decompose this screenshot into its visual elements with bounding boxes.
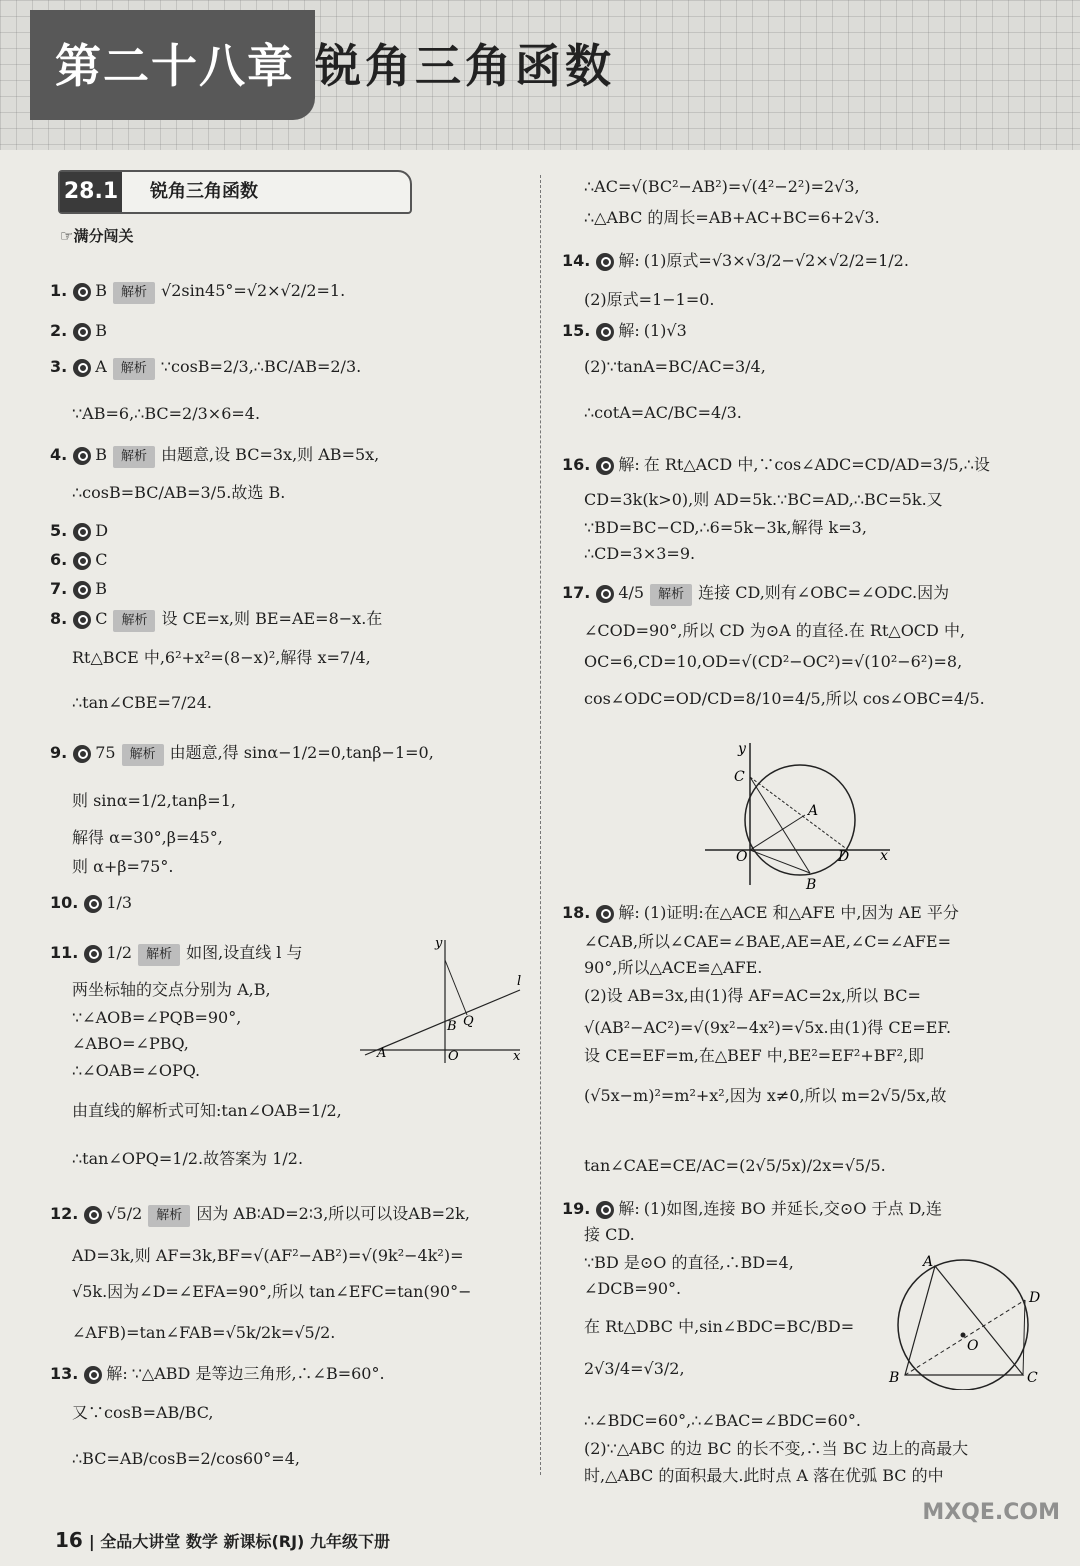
solution-text: ∵BD 是⊙O 的直径,∴BD=4, xyxy=(584,1253,794,1272)
book-name: 全品大讲堂 xyxy=(100,1532,181,1551)
subject: 数学 xyxy=(185,1532,218,1551)
question-number: 2. xyxy=(50,321,68,340)
solution-line xyxy=(50,578,107,600)
solution-text: AD=3k,则 AF=3k,BF=√(AF²−AB²)=√(9k²−4k²)= xyxy=(72,1246,464,1265)
question-number: 15. xyxy=(562,321,591,340)
solution-line xyxy=(72,1033,189,1055)
answer: 4/5 xyxy=(618,583,645,602)
answer-key-icon xyxy=(73,323,91,341)
fig17-cd xyxy=(750,777,848,850)
solution-text: ∴tan∠CBE=7/24. xyxy=(72,693,212,712)
fig19-center xyxy=(961,1333,966,1338)
solution-line xyxy=(72,827,223,849)
solution-line xyxy=(72,1245,464,1267)
solution-text: 因为 AB∶AD=2∶3,所以可以设AB=2k, xyxy=(196,1204,470,1223)
solution-line xyxy=(50,549,107,571)
solution-text: ∴△ABC 的周长=AB+AC+BC=6+2√3. xyxy=(584,208,880,227)
answer-key-icon xyxy=(596,253,614,271)
fig17-label-a: A xyxy=(808,803,819,819)
solution-text: cos∠ODC=OD/CD=8/10=4/5,所以 cos∠OBC=4/5. xyxy=(584,689,985,708)
solution-line xyxy=(50,892,132,914)
page-number: 16 xyxy=(55,1528,83,1552)
solution-text: (2)原式=1−1=0. xyxy=(584,290,715,309)
subsection-title: ☞满分闯关 xyxy=(60,227,134,245)
answer: B xyxy=(95,281,107,300)
question-number: 12. xyxy=(50,1204,79,1223)
solution-text: 两坐标轴的交点分别为 A,B, xyxy=(72,980,271,999)
solution-line xyxy=(584,1410,861,1432)
solution-text: 由题意,设 BC=3x,则 AB=5x, xyxy=(161,445,380,464)
watermark: MXQE.COM xyxy=(922,1500,1060,1525)
solution-text: ∵AB=6,∴BC=2/3×6=4. xyxy=(72,404,261,423)
analysis-tag: 解析 xyxy=(148,1205,190,1227)
fig19-triangle xyxy=(905,1266,1023,1375)
solution-text: 在 Rt△ACD 中,∵cos∠ADC=CD/AD=3/5,∴设 xyxy=(643,455,990,474)
grade: 九年级下册 xyxy=(309,1532,390,1551)
answer: 解: xyxy=(106,1364,128,1383)
column-divider xyxy=(540,175,541,1475)
solution-text: ∴cotA=AC/BC=4/3. xyxy=(584,403,742,422)
solution-text: ∴∠OAB=∠OPQ. xyxy=(72,1061,201,1080)
question-number: 17. xyxy=(562,583,591,602)
question-number: 5. xyxy=(50,521,68,540)
question-number: 1. xyxy=(50,281,68,300)
question-number: 11. xyxy=(50,943,79,962)
solution-line xyxy=(50,520,108,542)
solution-text: ∵△ABD 是等边三角形,∴∠B=60°. xyxy=(131,1364,385,1383)
question-number: 10. xyxy=(50,893,79,912)
solution-text: 连接 CD,则有∠OBC=∠ODC.因为 xyxy=(698,583,950,602)
solution-line xyxy=(584,489,943,511)
solution-line xyxy=(72,692,212,714)
solution-line xyxy=(562,582,949,606)
fig11-label-a: A xyxy=(377,1046,387,1061)
solution-line xyxy=(584,1358,685,1380)
solution-line xyxy=(72,1148,303,1170)
question-number: 8. xyxy=(50,609,68,628)
answer: 解: xyxy=(618,455,640,474)
solution-line xyxy=(72,1322,335,1344)
solution-text: ∴CD=3×3=9. xyxy=(584,544,696,563)
answer-key-icon xyxy=(596,905,614,923)
solution-text: 由直线的解析式可知:tan∠OAB=1/2, xyxy=(72,1101,342,1120)
solution-text: 90°,所以△ACE≌△AFE. xyxy=(584,958,763,977)
solution-line xyxy=(584,651,962,673)
solution-line xyxy=(584,1465,944,1487)
solution-text: ∴cosB=BC/AB=3/5.故选 B. xyxy=(72,483,286,502)
solution-line xyxy=(584,207,880,229)
solution-text: 设 CE=x,则 BE=AE=8−x.在 xyxy=(161,609,383,628)
solution-line xyxy=(584,176,860,198)
solution-line xyxy=(584,1252,794,1274)
answer-key-icon xyxy=(73,447,91,465)
analysis-tag: 解析 xyxy=(113,610,155,632)
solution-text: 接 CD. xyxy=(584,1225,635,1244)
answer: 75 xyxy=(95,743,116,762)
solution-line xyxy=(584,1155,886,1177)
solution-text: (2)∵△ABC 的边 BC 的长不变,∴当 BC 边上的高最大 xyxy=(584,1439,969,1458)
fig19-label-b: B xyxy=(889,1370,900,1386)
figure-17 xyxy=(700,735,910,895)
solution-line xyxy=(584,1045,924,1067)
answer: 解: xyxy=(618,321,640,340)
solution-text: tan∠CAE=CE/AC=(2√5/5x)/2x=√5/5. xyxy=(584,1156,886,1175)
question-number: 14. xyxy=(562,251,591,270)
solution-line xyxy=(50,356,361,380)
answer: D xyxy=(95,521,109,540)
question-number: 3. xyxy=(50,357,68,376)
solution-line xyxy=(50,1203,470,1227)
solution-line xyxy=(562,1198,942,1220)
solution-line xyxy=(562,902,959,924)
solution-line xyxy=(50,608,382,632)
fig11-label-y: y xyxy=(435,936,443,951)
section-number: 28.1 xyxy=(60,172,122,212)
solution-line xyxy=(584,356,766,378)
solution-text: ∵∠AOB=∠PQB=90°, xyxy=(72,1008,242,1027)
solution-line xyxy=(72,1060,200,1082)
answer: A xyxy=(95,357,107,376)
solution-line xyxy=(50,942,303,966)
answer-key-icon xyxy=(73,283,91,301)
answer-key-icon xyxy=(73,611,91,629)
answer-key-icon xyxy=(596,1201,614,1219)
solution-line xyxy=(50,444,379,468)
answer: B xyxy=(95,579,107,598)
solution-line xyxy=(72,1402,214,1424)
solution-text: √2sin45°=√2×√2/2=1. xyxy=(161,281,346,300)
fig17-label-o: O xyxy=(736,849,748,865)
solution-line xyxy=(584,620,965,642)
chapter-title: 锐角三角函数 xyxy=(315,39,615,93)
solution-text: ∠AFB)=tan∠FAB=√5k/2k=√5/2. xyxy=(72,1323,336,1342)
answer-key-icon xyxy=(596,323,614,341)
answer-key-icon xyxy=(84,945,102,963)
solution-text: 设 CE=EF=m,在△BEF 中,BE²=EF²+BF²,即 xyxy=(584,1046,925,1065)
fig19-label-d: D xyxy=(1029,1290,1041,1306)
figure-11 xyxy=(355,935,530,1065)
fig17-label-x: x xyxy=(880,848,888,864)
fig11-label-b: B xyxy=(447,1019,457,1034)
solution-line xyxy=(72,1007,241,1029)
answer: 解: xyxy=(618,903,640,922)
fig17-label-d: D xyxy=(838,849,850,865)
solution-text: (√5x−m)²=m²+x²,因为 x≠0,所以 m=2√5/5x,故 xyxy=(584,1086,947,1105)
fig17-ob xyxy=(750,850,810,873)
answer: C xyxy=(95,550,108,569)
solution-text: ∴tan∠OPQ=1/2.故答案为 1/2. xyxy=(72,1149,304,1168)
fig19-label-c: C xyxy=(1027,1370,1038,1386)
solution-text: ∠CAB,所以∠CAE=∠BAE,AE=AE,∠C=∠AFE= xyxy=(584,932,951,951)
solution-text: 2√3/4=√3/2, xyxy=(584,1359,685,1378)
solution-text: ∴AC=√(BC²−AB²)=√(4²−2²)=2√3, xyxy=(584,177,860,196)
fig17-label-c: C xyxy=(734,769,745,785)
solution-text: (2)设 AB=3x,由(1)得 AF=AC=2x,所以 BC= xyxy=(584,986,921,1005)
solution-line xyxy=(50,742,434,766)
answer: 1/2 xyxy=(106,943,133,962)
solution-line xyxy=(562,454,990,476)
solution-text: (1)证明:在△ACE 和△AFE 中,因为 AE 平分 xyxy=(643,903,959,922)
answer-key-icon xyxy=(84,1206,102,1224)
solution-text: 时,△ABC 的面积最大.此时点 A 落在优弧 BC 的中 xyxy=(584,1466,944,1485)
solution-line xyxy=(584,289,715,311)
fig19-dc xyxy=(1023,1300,1025,1375)
solution-text: Rt△BCE 中,6²+x²=(8−x)²,解得 x=7/4, xyxy=(72,648,371,667)
solution-line xyxy=(72,482,285,504)
solution-text: ∠COD=90°,所以 CD 为⊙A 的直径.在 Rt△OCD 中, xyxy=(584,621,966,640)
solution-line xyxy=(72,856,173,878)
solution-text: 解得 α=30°,β=45°, xyxy=(72,828,223,847)
answer: C xyxy=(95,609,108,628)
fig11-label-x: x xyxy=(513,1049,521,1064)
analysis-tag: 解析 xyxy=(113,358,155,380)
answer-key-icon xyxy=(596,457,614,475)
solution-line xyxy=(584,1017,951,1039)
solution-line xyxy=(72,1100,342,1122)
solution-line xyxy=(72,647,371,669)
solution-text: (1)√3 xyxy=(643,321,687,340)
solution-line xyxy=(72,1448,300,1470)
section-heading xyxy=(58,170,412,214)
solution-text: √(AB²−AC²)=√(9x²−4x²)=√5x.由(1)得 CE=EF. xyxy=(584,1018,952,1037)
solution-text: (1)原式=√3×√3/2−√2×√2/2=1/2. xyxy=(643,251,909,270)
solution-line xyxy=(584,402,742,424)
solution-line xyxy=(584,1316,854,1338)
answer-key-icon xyxy=(73,359,91,377)
question-number: 19. xyxy=(562,1199,591,1218)
solution-text: ∵cosB=2/3,∴BC/AB=2/3. xyxy=(160,357,362,376)
analysis-tag: 解析 xyxy=(113,446,155,468)
fig11-label-o: O xyxy=(448,1049,459,1064)
answer-key-icon xyxy=(84,895,102,913)
solution-line xyxy=(72,403,260,425)
edition: 新课标(RJ) xyxy=(223,1532,305,1551)
answer-key-icon xyxy=(73,552,91,570)
solution-line xyxy=(50,280,345,304)
solution-line xyxy=(50,1363,385,1385)
question-number: 4. xyxy=(50,445,68,464)
fig11-line-l xyxy=(365,990,520,1055)
fig17-label-y: y xyxy=(738,741,746,757)
solution-text: 则 α+β=75°. xyxy=(72,857,174,876)
solution-line xyxy=(72,790,236,812)
solution-line xyxy=(562,250,909,272)
answer: √5/2 xyxy=(106,1204,143,1223)
solution-text: ∴∠BDC=60°,∴∠BAC=∠BDC=60°. xyxy=(584,1411,861,1430)
question-number: 13. xyxy=(50,1364,79,1383)
solution-text: (2)∵tanA=BC/AC=3/4, xyxy=(584,357,766,376)
answer: 1/3 xyxy=(106,893,133,912)
solution-text: (1)如图,连接 BO 并延长,交⊙O 于点 D,连 xyxy=(643,1199,942,1218)
answer: 解: xyxy=(618,1199,640,1218)
answer-key-icon xyxy=(73,581,91,599)
fig17-cb xyxy=(750,777,810,873)
solution-text: √5k.因为∠D=∠EFA=90°,所以 tan∠EFC=tan(90°− xyxy=(72,1282,472,1301)
solution-text: ∵BD=BC−CD,∴6=5k−3k,解得 k=3, xyxy=(584,518,867,537)
solution-line xyxy=(584,931,951,953)
solution-line xyxy=(50,320,107,342)
analysis-tag: 解析 xyxy=(113,282,155,304)
answer-key-icon xyxy=(73,745,91,763)
question-number: 7. xyxy=(50,579,68,598)
chapter-number: 第二十八章 xyxy=(55,39,295,93)
page-footer: 16 | 全品大讲堂 数学 新课标(RJ) 九年级下册 xyxy=(55,1528,390,1552)
analysis-tag: 解析 xyxy=(650,584,692,606)
answer: B xyxy=(95,445,107,464)
fig11-label-l: l xyxy=(517,974,522,989)
solution-line xyxy=(72,979,271,1001)
solution-text: 则 sinα=1/2,tanβ=1, xyxy=(72,791,236,810)
fig11-label-q: Q xyxy=(463,1014,474,1029)
solution-text: CD=3k(k>0),则 AD=5k.∵BC=AD,∴BC=5k.又 xyxy=(584,490,943,509)
solution-line xyxy=(584,543,695,565)
solution-text: 由题意,得 sinα−1/2=0,tanβ−1=0, xyxy=(169,743,434,762)
figure-19 xyxy=(885,1250,1055,1390)
fig19-label-a: A xyxy=(923,1254,934,1270)
answer: 解: xyxy=(618,251,640,270)
solution-line xyxy=(584,1224,635,1246)
answer-key-icon xyxy=(73,523,91,541)
answer-key-icon xyxy=(84,1366,102,1384)
question-number: 9. xyxy=(50,743,68,762)
fig17-label-b: B xyxy=(806,877,817,893)
solution-line xyxy=(584,957,762,979)
solution-text: OC=6,CD=10,OD=√(CD²−OC²)=√(10²−6²)=8, xyxy=(584,652,963,671)
fig11-pq xyxy=(445,960,467,1015)
analysis-tag: 解析 xyxy=(122,744,164,766)
solution-line xyxy=(584,517,867,539)
solution-line xyxy=(584,1438,968,1460)
solution-text: ∴BC=AB/cosB=2/cos60°=4, xyxy=(72,1449,300,1468)
solution-text: ∠DCB=90°. xyxy=(584,1279,682,1298)
answer: B xyxy=(95,321,107,340)
solution-text: ∠ABO=∠PBQ, xyxy=(72,1034,189,1053)
question-number: 6. xyxy=(50,550,68,569)
analysis-tag: 解析 xyxy=(138,944,180,966)
fig19-circle xyxy=(898,1260,1028,1390)
solution-line xyxy=(584,985,921,1007)
solution-line xyxy=(72,1281,471,1303)
solution-line xyxy=(584,1278,681,1300)
section-title: 锐角三角函数 xyxy=(150,181,258,202)
solution-text: 又∵cosB=AB/BC, xyxy=(72,1403,214,1422)
solution-line xyxy=(584,1085,946,1107)
fig19-label-o: O xyxy=(967,1338,979,1354)
solution-text: 在 Rt△DBC 中,sin∠BDC=BC/BD= xyxy=(584,1317,855,1336)
answer-key-icon xyxy=(596,585,614,603)
solution-line xyxy=(562,320,687,342)
solution-text: 如图,设直线 l 与 xyxy=(186,943,303,962)
solution-line xyxy=(584,688,985,710)
question-number: 18. xyxy=(562,903,591,922)
question-number: 16. xyxy=(562,455,591,474)
